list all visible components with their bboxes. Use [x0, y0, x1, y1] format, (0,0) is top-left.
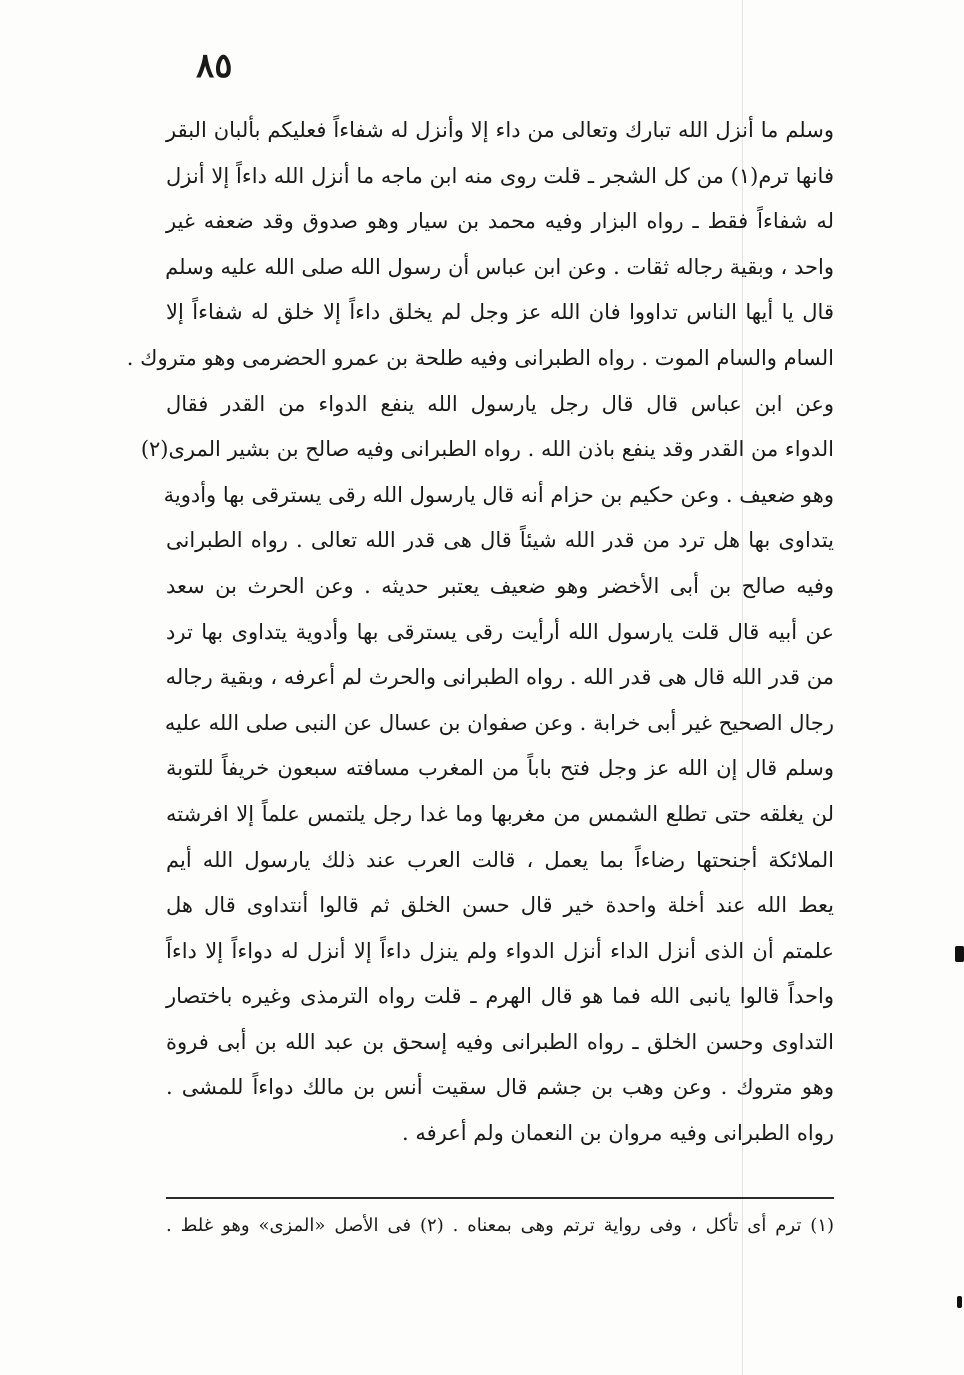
- text-line: يعط الله عند أخلة واحدة خير قال حسن الخلق ثم قالوا أنتداوى قال هل: [166, 893, 834, 918]
- body-text: [126, 108, 834, 1157]
- text-line: يتداوى بها هل ترد من قدر الله شيئاً قال هى قدر الله تعالى . رواه الطبرانى: [166, 528, 834, 553]
- text-line: الدواء من القدر وقد ينفع باذن الله . رواه الطبرانى وفيه صالح بن بشير المرى(٢): [140, 437, 834, 462]
- text-line: وسلم قال إن الله عز وجل فتح باباً من المغرب مسافته سبعون خريفاً للتوبة: [166, 756, 834, 781]
- text-line: وعن ابن عباس قال قال رجل يارسول الله ينفع الدواء من القدر فقال: [166, 391, 834, 416]
- text-line: وفيه صالح بن أبى الأخضر وهو ضعيف يعتبر حديثه . وعن الحرث بن سعد: [166, 573, 834, 598]
- text-line: رواه الطبرانى وفيه مروان بن النعمان ولم أعرفه .: [401, 1121, 834, 1146]
- text-line: من قدر الله قال هى قدر الله . رواه الطبرانى والحرث لم أعرفه ، وبقية رجاله: [165, 665, 834, 690]
- text-line: له شفاءاً فقط ـ رواه البزار وفيه محمد بن سيار وهو صدوق وقد ضعفه غير: [166, 209, 834, 234]
- text-line: علمتم أن الذى أنزل الداء أنزل الدواء ولم ينزل داءاً إلا أنزل له دواءاً إلا داءاً: [166, 938, 834, 963]
- footnote-divider: [166, 1197, 834, 1199]
- text-line: فانها ترم(١) من كل الشجر ـ قلت روى منه ابن ماجه ما أنزل الله داءاً إلا أنزل: [166, 163, 834, 188]
- footnote: (١) ترم أى تأكل ، وفى رواية ترتم وهى بمعناه . (٢) فى الأصل «المزى» وهو غلط .: [166, 1215, 835, 1236]
- text-line: رجال الصحيح غير أبى خرابة . وعن صفوان بن عسال عن النبى صلى الله عليه: [164, 710, 834, 735]
- text-line: السام والسام الموت . رواه الطبرانى وفيه طلحة بن عمرو الحضرمى وهو متروك .: [126, 345, 834, 370]
- text-line: عن أبيه قال قلت يارسول الله أرأيت رقى يسترقى بها وأدوية يتداوى بها ترد: [166, 619, 834, 644]
- scan-mark: [957, 1296, 962, 1308]
- text-line: التداوى وحسن الخلق ـ رواه الطبرانى وفيه إسحق بن عبد الله بن أبى فروة: [166, 1029, 834, 1054]
- text-line: الملائكة أجنحتها رضاءاً بما يعمل ، قالت العرب عند ذلك يارسول الله أيم: [166, 847, 834, 872]
- text-line: واحداً قالوا يانبى الله فما هو قال الهرم ـ قلت رواه الترمذى وغيره باختصار: [166, 984, 834, 1009]
- page-number: ٨٥: [196, 46, 233, 86]
- text-line: واحد ، وبقية رجاله ثقات . وعن ابن عباس أن رسول الله صلى الله عليه وسلم: [165, 254, 834, 279]
- text-line: قال يا أيها الناس تداووا فان الله عز وجل لم يخلق داءاً إلا خلق له شفاءاً إلا: [166, 300, 834, 325]
- scan-mark: [955, 946, 964, 962]
- text-line: وسلم ما أنزل الله تبارك وتعالى من داء إلا وأنزل له شفاءاً فعليكم بألبان البقر: [166, 118, 834, 142]
- text-line: لن يغلقه حتى تطلع الشمس من مغربها وما غدا رجل يلتمس علماً إلا افرشته: [166, 801, 834, 826]
- text-line: وهو ضعيف . وعن حكيم بن حزام أنه قال يارسول الله رقى يسترقى بها وأدوية: [163, 482, 834, 507]
- text-line: وهو متروك . وعن وهب بن جشم قال سقيت أنس بن مالك دواءاً للمشى .: [166, 1075, 834, 1100]
